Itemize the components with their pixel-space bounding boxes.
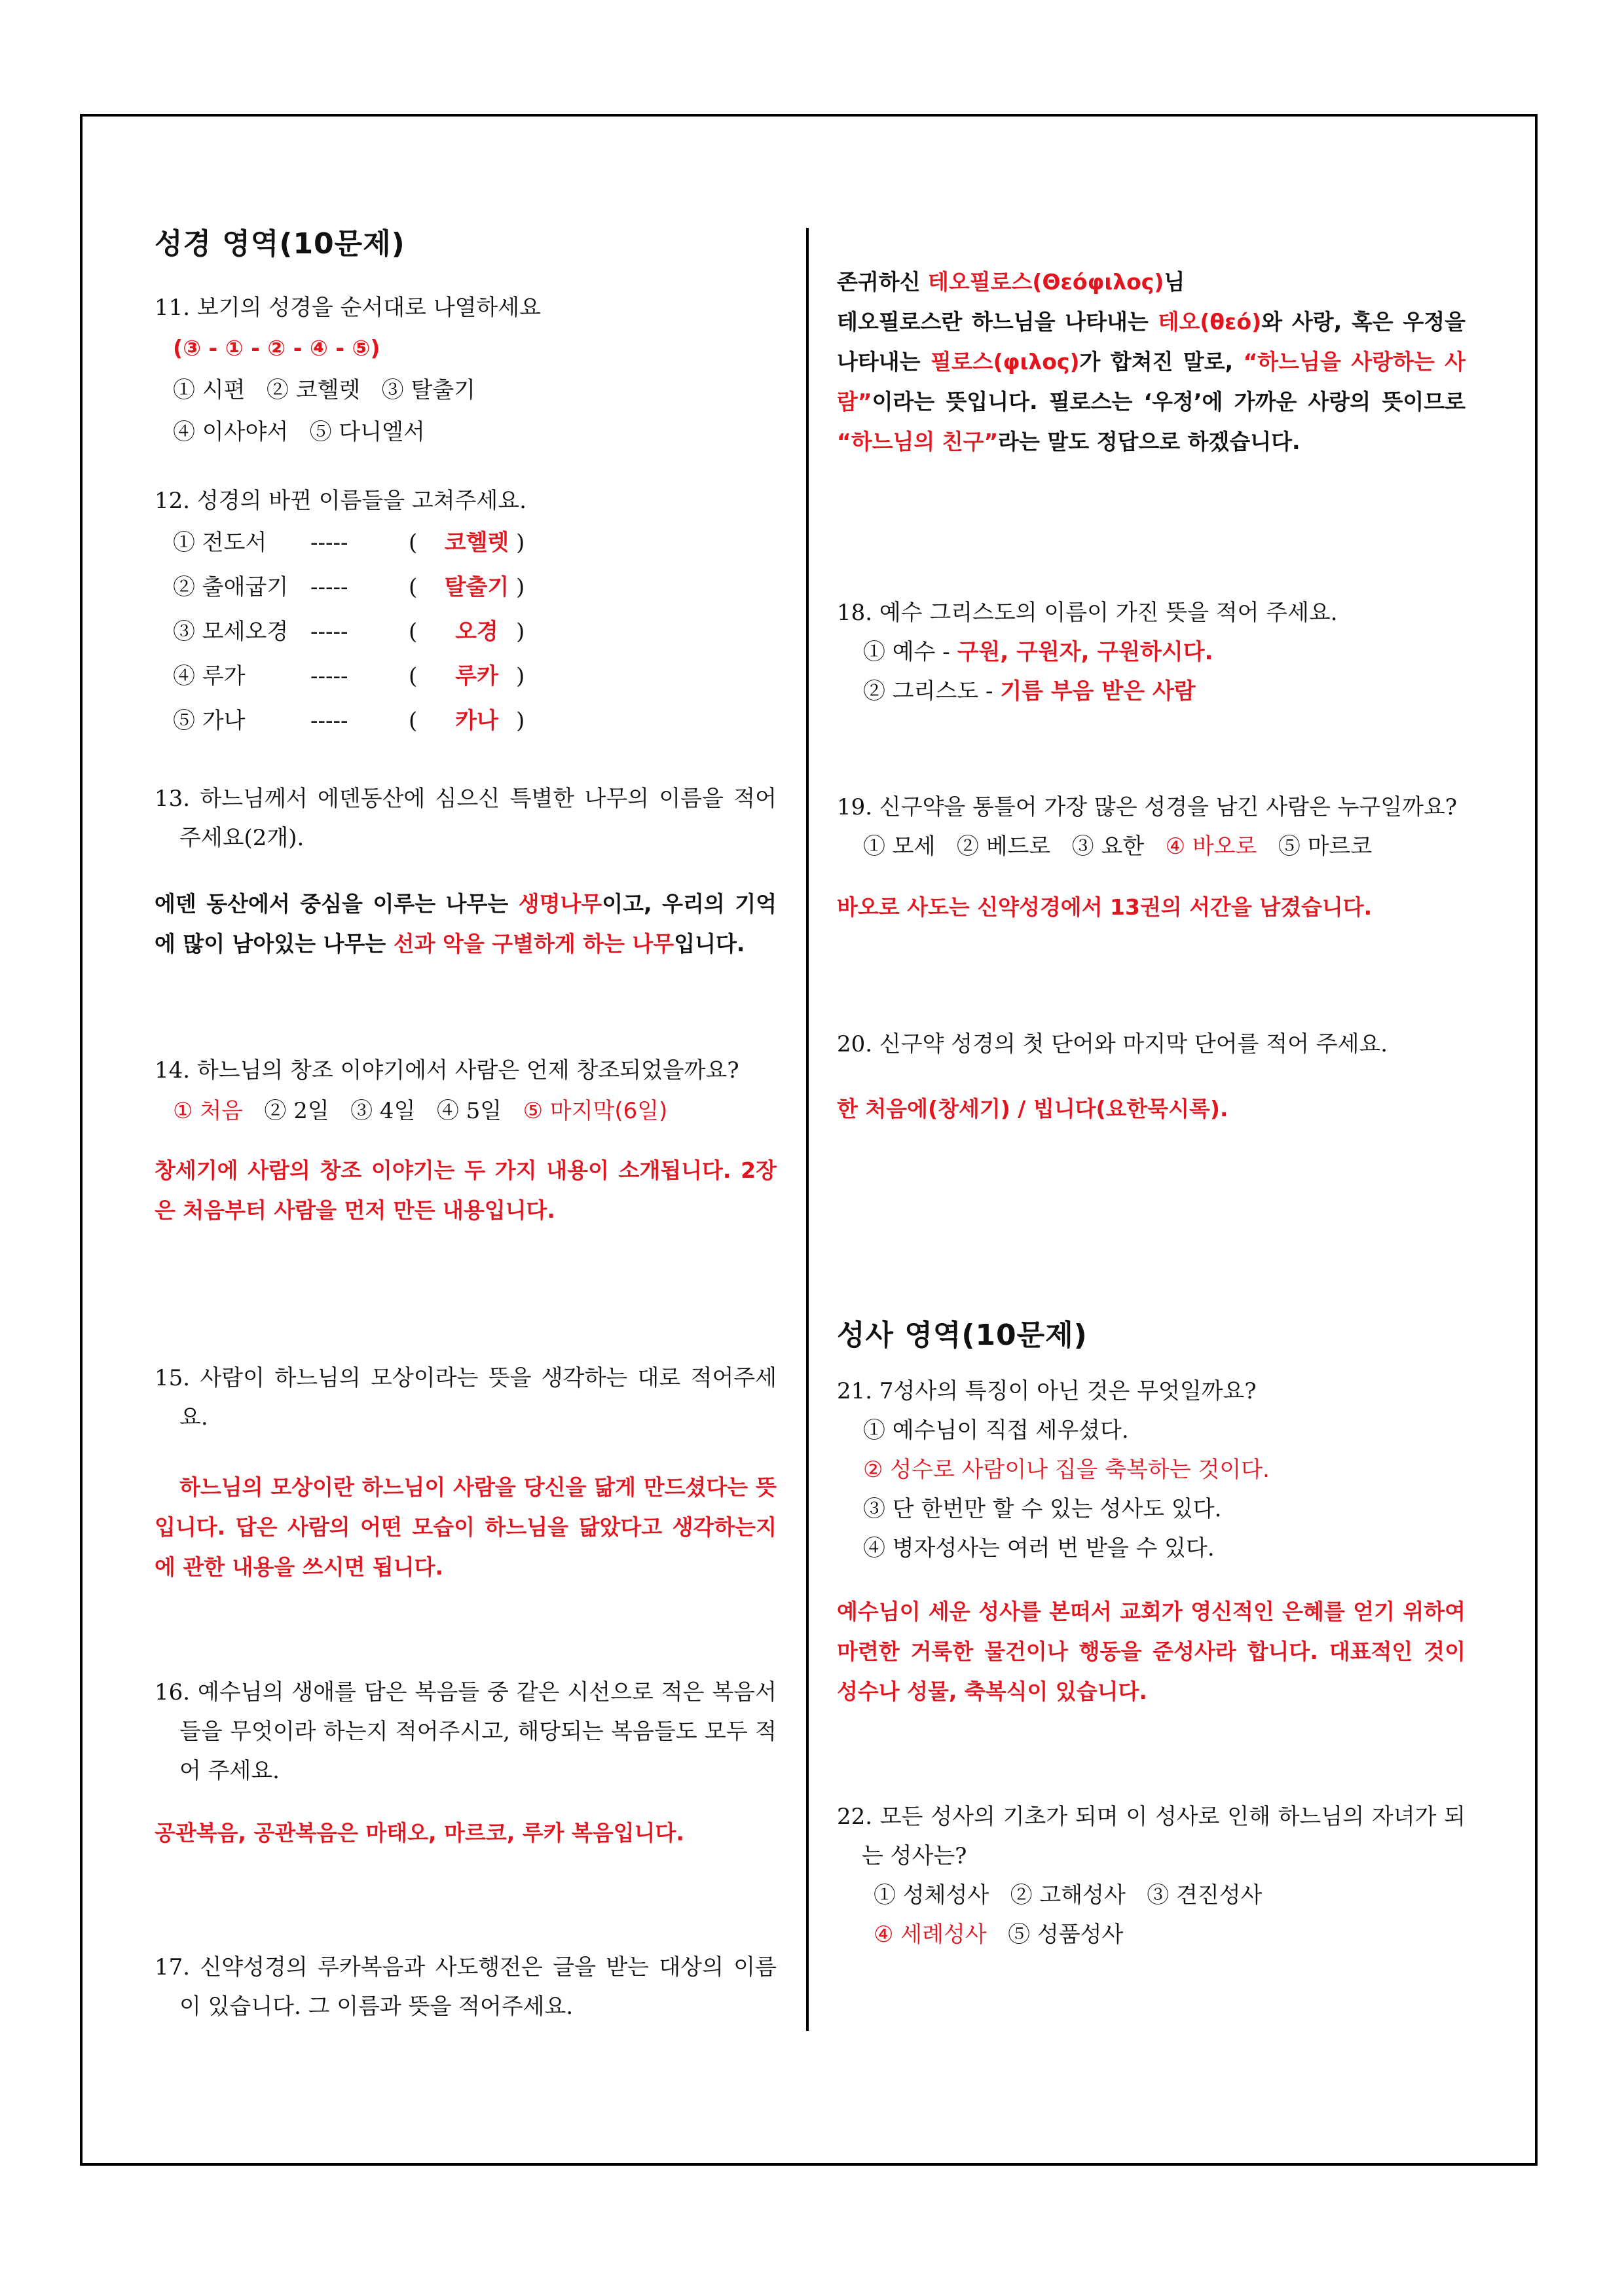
question-text: 15. 사람이 하느님의 모상이라는 뜻을 생각하는 대로 적어주세요. [155,1365,777,1430]
answer-highlight: “하느님을 사랑하는 사람” [837,349,1466,414]
row-answer: 코헬렛 [444,530,509,556]
option-line [837,632,1466,672]
row-dash: ----- [310,619,348,645]
question-12 [155,481,777,743]
question-text: 19. 신구약을 통틀어 가장 많은 성경을 남긴 사람은 누구일까요? [837,794,1458,820]
row-open-paren: ( [409,708,418,734]
answer-text: 한 처음에(창세기) / 빕니다(요한묵시록). [837,1096,1228,1121]
question-text: 11. 보기의 성경을 순서대로 나열하세요 [155,295,541,321]
answer-part: 와 사랑, 혹은 우정을 나타내는 [837,309,1466,374]
question-17 [155,1948,777,2026]
question-text: 17. 신약성경의 루카복음과 사도행전은 글을 받는 대상의 이름이 있습니다. 그 이름과 뜻을 적어주세요. [155,1954,777,2020]
answer-highlight: 선과 악을 구별하게 하는 나무 [393,931,674,957]
row-answer: 카나 [455,708,498,734]
answer-row [155,520,777,565]
row-dash: ----- [310,530,348,556]
option-line-answer: ② 성수로 사람이나 집을 축복하는 것이다. [863,1457,1270,1483]
answer-part: 가 합쳐진 말로, [1079,349,1244,374]
answer-part: 라는 말도 정답으로 하겠습니다. [998,429,1301,454]
question-text: 12. 성경의 바뀐 이름들을 고쳐주세요. [155,488,526,514]
answer-row [155,610,777,654]
row-label: ② 출애굽기 [173,574,289,600]
question-19 [837,788,1466,927]
answer-text: 창세기에 사람의 창조 이야기는 두 가지 내용이 소개됩니다. 2장은 처음부터 사람을 먼저 만든 내용입니다. [155,1157,777,1223]
question-20 [837,1025,1466,1129]
option-text: ② 2일 ③ 4일 ④ 5일 [264,1098,502,1124]
row-close-paren: ) [516,530,525,556]
question-text: 18. 예수 그리스도의 이름이 가진 뜻을 적어 주세요. [837,600,1338,626]
answer-paragraph [155,884,777,964]
answer-part: 테오필로스란 하느님을 나타내는 [837,309,1158,335]
row-dash: ----- [310,708,348,734]
question-15 [155,1358,777,1587]
question-11 [155,288,777,453]
option-label: ① 예수 - [863,639,957,665]
column-divider [806,228,809,2031]
answer-highlight: “하느님의 친구” [837,429,999,454]
option-line: ③ 단 한번만 할 수 있는 성사도 있다. [863,1496,1222,1522]
answer-part: 에덴 동산에서 중심을 이루는 나무는 [155,891,519,917]
answer-part: 입니다. [674,931,745,957]
option-line [155,1090,777,1132]
answer-highlight: 테오(θεό) [1158,309,1262,335]
answer-text: 예수님이 세운 성사를 본떠서 교회가 영신적인 은혜를 얻기 위하여 마련한 거룩한 물건이나 행동을 준성사라 합니다. 대표적인 것이 성수나 성물, 축복식이 있습니다. [837,1599,1466,1704]
answer-row [155,654,777,699]
question-text: 16. 예수님의 생애를 담은 복음들 중 같은 시선으로 적은 복음서들을 무엇이라 하는지 적어주시고, 해당되는 복음들도 모두 적어 주세요. [155,1679,777,1784]
row-dash: ----- [310,574,348,600]
question-text: 21. 7성사의 특징이 아닌 것은 무엇일까요? [837,1378,1257,1404]
question-14 [155,1051,777,1230]
answer-part: 이라는 뜻입니다. 필로스는 ‘우정’에 가까운 사랑의 뜻이므로 [872,389,1466,414]
row-close-paren: ) [516,574,525,600]
answer-text: 하느님의 모상이란 하느님이 사람을 당신을 닮게 만드셨다는 뜻입니다. 답은 사람의 어떤 모습이 하느님을 닮았다고 생각하는지에 관한 내용을 쓰시면 됩니다. [155,1474,777,1580]
option-text: ⑤ 성품성사 [1008,1922,1124,1948]
row-open-paren: ( [409,663,418,689]
section-heading-bible: 성경 영역(10문제) [155,227,405,261]
option-text: ① 모세 ② 베드로 ③ 요한 [863,833,1145,860]
question-text: 22. 모든 성사의 기초가 되며 이 성사로 인해 하느님의 자녀가 되는 성사는? [837,1804,1466,1869]
question-text: 14. 하느님의 창조 이야기에서 사람은 언제 창조되었을까요? [155,1057,739,1084]
row-answer: 오경 [455,619,498,645]
question-21 [837,1372,1466,1711]
option-answer: ⑤ 마지막(6일) [523,1098,668,1124]
row-close-paren: ) [516,663,525,689]
row-label: ③ 모세오경 [173,619,289,645]
answer-text: 바오로 사도는 신약성경에서 13권의 서간을 남겼습니다. [837,894,1373,920]
option-line: ① 예수님이 직접 세우셨다. [863,1417,1129,1444]
answer-highlight: 필로스(φιλος) [930,349,1080,374]
question-13 [155,779,777,964]
question-16 [155,1673,777,1853]
row-label: ⑤ 가나 [173,708,246,734]
option-answer: ④ 세례성사 [874,1922,987,1948]
row-open-paren: ( [409,574,418,600]
row-label: ④ 루가 [173,663,246,689]
row-label: ① 전도서 [173,530,267,556]
question-text: 20. 신구약 성경의 첫 단어와 마지막 단어를 적어 주세요. [837,1031,1388,1057]
answer-text: 공관복음, 공관복음은 마태오, 마르코, 루카 복음입니다. [155,1820,684,1846]
option-line: ① 성체성사 ② 고해성사 ③ 견진성사 [874,1882,1263,1908]
section-heading-sacraments: 성사 영역(10문제) [837,1319,1088,1352]
question-text: 13. 하느님께서 에덴동산에 심으신 특별한 나무의 이름을 적어주세요(2개). [155,786,777,851]
q17-answer [837,262,1466,462]
row-answer: 루카 [455,663,498,689]
option-line [837,672,1466,711]
option-line: ④ 이사야서 ⑤ 다니엘서 [173,419,425,445]
option-line [837,827,1466,866]
option-answer: 구원, 구원자, 구원하시다. [957,639,1213,665]
answer-highlight: 테오필로스(Θεόφιλος) [928,269,1164,295]
option-line: ① 시편 ② 코헬렛 ③ 탈출기 [173,377,476,403]
question-22 [837,1797,1466,1954]
option-text: ⑤ 마르코 [1278,833,1373,860]
row-close-paren: ) [516,708,525,734]
answer-part: 존귀하신 [837,269,929,295]
answer-highlight: 생명나무 [518,891,602,917]
row-answer: 탈출기 [444,574,509,600]
option-label: ② 그리스도 - [863,678,1001,704]
row-dash: ----- [310,663,348,689]
answer-text: (③ - ① - ② - ④ - ⑤) [173,335,380,361]
answer-row [155,565,777,610]
option-answer: ① 처음 [173,1098,243,1124]
answer-part: 님 [1164,269,1185,295]
option-line [837,1915,1466,1954]
answer-row [155,699,777,743]
option-answer: 기름 부음 받은 사람 [1000,678,1196,704]
row-close-paren: ) [516,619,525,645]
question-18 [837,593,1466,711]
option-answer: ④ 바오로 [1165,833,1257,860]
row-open-paren: ( [409,530,418,556]
row-open-paren: ( [409,619,418,645]
answer-part: 이고, 우리의 기억에 많이 남아있는 나무는 [155,891,777,957]
option-line: ④ 병자성사는 여러 번 받을 수 있다. [863,1535,1215,1561]
